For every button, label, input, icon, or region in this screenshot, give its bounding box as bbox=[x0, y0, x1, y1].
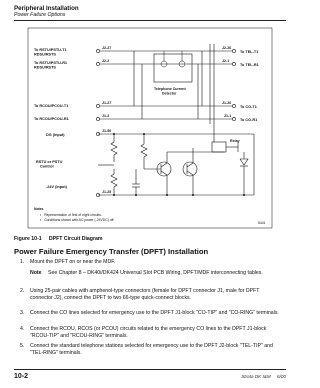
jack-j1-26: J1-26 bbox=[222, 101, 232, 105]
label-control: RSTU or PSTU Control bbox=[36, 160, 63, 169]
step-number: 3. bbox=[20, 310, 25, 316]
step-text: Mount the DPFT on or near the MDF. bbox=[30, 259, 116, 265]
jack-j1-2: J1-2 bbox=[102, 114, 110, 118]
page-header-subtitle: Power Failure Options bbox=[14, 12, 66, 18]
jack-j1-50: J1-50 bbox=[102, 129, 112, 133]
jack-j2-27: J2-27 bbox=[102, 46, 112, 50]
step-text: Connect the standard telephone stations selected for emergency use to the DPFT J2-block "TEL-TIP" and "TEL-RING" terminals. bbox=[30, 343, 273, 356]
jack-j2-26: J2-26 bbox=[222, 46, 232, 50]
label-rstu-t1: To RSTU/PSTU-T1 RDSU/RSTS bbox=[34, 48, 67, 57]
footer-divider bbox=[14, 369, 286, 370]
step-number: 4. bbox=[20, 326, 25, 332]
footer-doc-info: Strata DK I&M 6/00 bbox=[241, 374, 286, 379]
step-3 bbox=[20, 310, 280, 317]
step-2 bbox=[20, 288, 280, 301]
header-divider bbox=[14, 20, 286, 21]
label-tel-t1: To TEL-T1 bbox=[240, 50, 259, 54]
label-tel-r1: To TEL-R1 bbox=[240, 63, 259, 67]
step-5 bbox=[20, 343, 280, 356]
jack-j1-27: J1-27 bbox=[102, 101, 112, 105]
step-text: Using 25-pair cables with amphenol-type connectors (female for DPFT connector J1, male for DPFT connector J2), connect the DPFT to two 66-type quick-connect blocks. bbox=[30, 288, 260, 301]
jack-j1-25: J1-25 bbox=[102, 190, 112, 194]
signal-lines bbox=[98, 51, 234, 119]
jack-j2-1: J2-1 bbox=[222, 59, 230, 63]
note-item-2: • Conditions shown with AC power (-24VDC) off. bbox=[40, 218, 115, 222]
label-co-r1: To CO-R1 bbox=[240, 118, 258, 122]
note-text: See Chapter 8 – DK40i/DK424 Universal Slot PCB Wiring, DPFT/MDF interconnecting tables. bbox=[48, 270, 263, 276]
page-header-title: Peripheral Installation bbox=[14, 5, 79, 12]
detector-label: Telephone Current Detector bbox=[154, 87, 186, 96]
diagram-code: 5441 bbox=[258, 221, 266, 225]
dpft-circuit-diagram bbox=[14, 24, 286, 234]
label-co-t1: To CO-T1 bbox=[240, 105, 257, 109]
note-label: Note bbox=[30, 270, 42, 276]
page-number: 10-2 bbox=[14, 373, 29, 380]
figure-caption: Figure 10-1 DPFT Circuit Diagram bbox=[14, 236, 103, 242]
step-number: 1. bbox=[20, 259, 25, 265]
diagram-frame bbox=[28, 28, 272, 228]
notes-title: Notes bbox=[34, 207, 44, 211]
note-item-1: • Representation of first of eight circuits. bbox=[40, 213, 102, 217]
step-text: Connect the RCOU, RCOS (or PCOU) circuits related to the emergency CO lines to the DPFT J1-block "RCOU-TIP" and "RCOU-RING" terminals. bbox=[30, 326, 267, 339]
label-rcou-r1: To RCOU/PCOU-R1 bbox=[34, 117, 69, 121]
note-block bbox=[30, 270, 280, 277]
jack-j2-2: J2-2 bbox=[102, 59, 110, 63]
detector-box bbox=[154, 54, 192, 82]
jack-j1-1: J1-1 bbox=[224, 114, 232, 118]
section-title: Power Failure Emergency Transfer (DPFT) Installation bbox=[14, 247, 209, 256]
label-dg-input: DG (Input) bbox=[46, 133, 65, 137]
label-rcou-t1: To RCOU/PCOU-T1 bbox=[34, 104, 69, 108]
step-text: Connect the CO lines selected for emergency use to the DPFT J1-block "CO-TIP" and "CO-RING" terminals. bbox=[30, 310, 279, 316]
step-number: 5. bbox=[20, 343, 25, 349]
relay-label: Relay bbox=[230, 139, 240, 143]
label-24v-input: -24V (Input) bbox=[46, 185, 67, 189]
step-number: 2. bbox=[20, 288, 25, 294]
label-rstu-r1: To RSTU/PSTU-R1 RDSU/RSTS bbox=[34, 61, 68, 70]
relay-contacts bbox=[134, 44, 214, 124]
control-circuit bbox=[98, 124, 254, 195]
step-4 bbox=[20, 326, 280, 339]
step-1 bbox=[20, 259, 280, 266]
